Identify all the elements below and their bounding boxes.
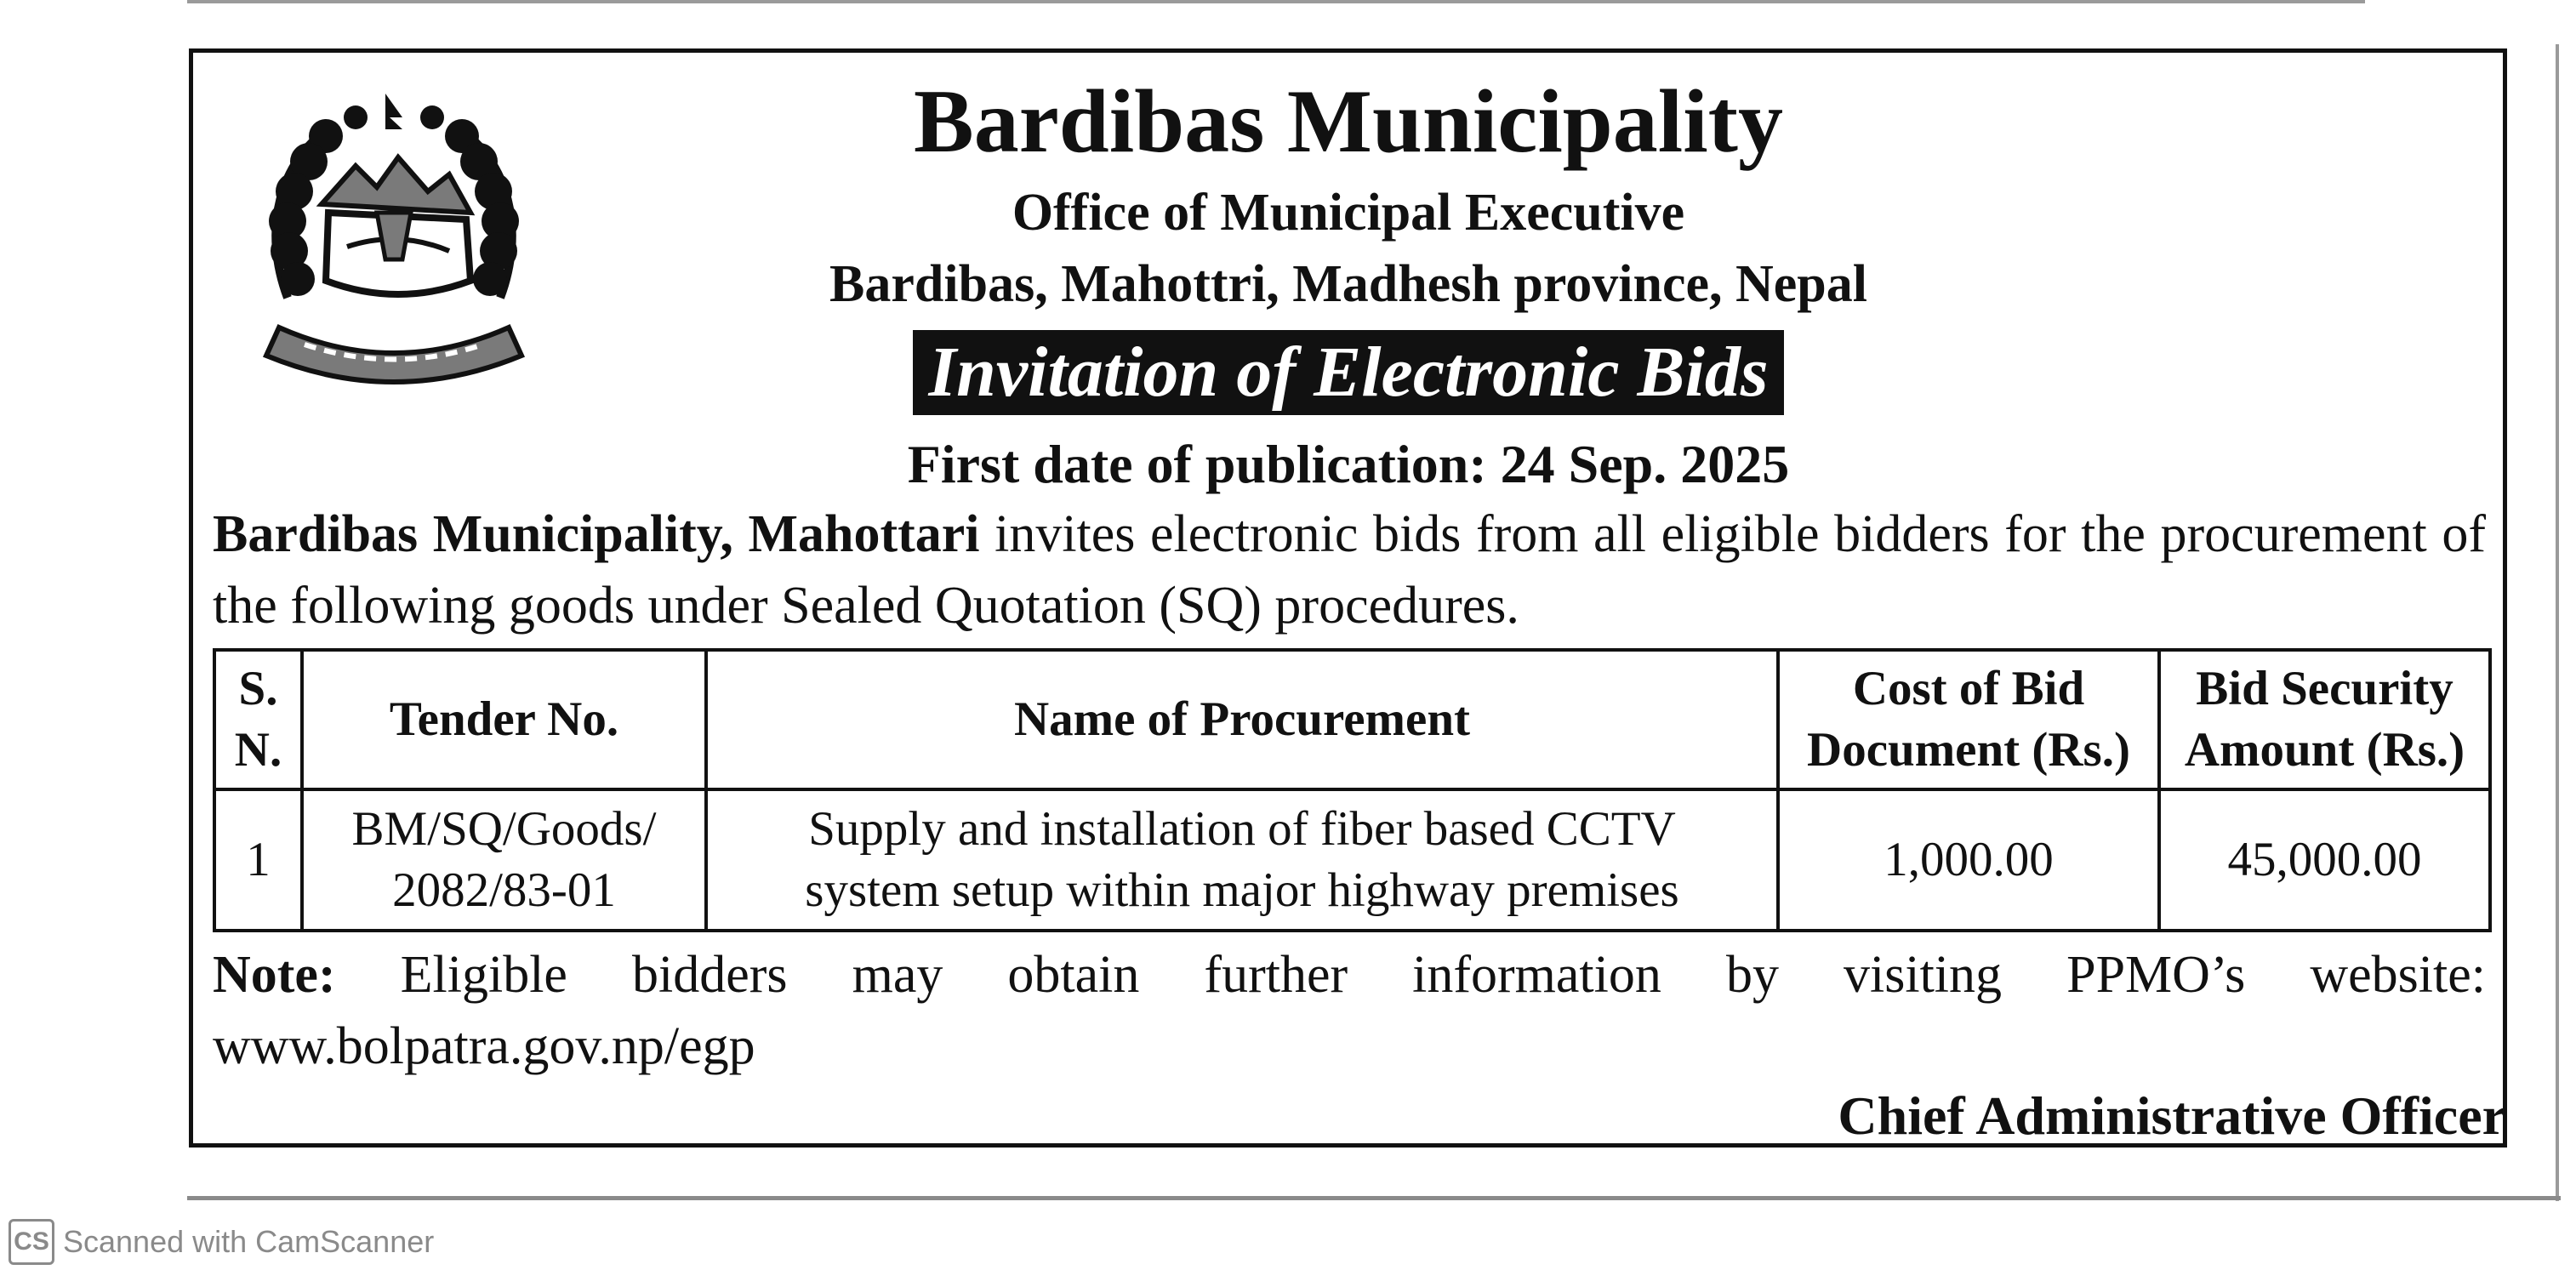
- camscanner-text: Scanned with CamScanner: [63, 1224, 435, 1259]
- cell-tender-no: [302, 789, 706, 931]
- header-security-line1: Bid Security: [2196, 662, 2453, 715]
- notice-header: [561, 66, 2135, 498]
- cell-sn: 1: [214, 789, 302, 931]
- tender-table: [213, 648, 2492, 932]
- cell-tender-line2: 2082/83-01: [392, 863, 616, 917]
- ppmo-website-link[interactable]: www.bolpatra.gov.np/egp: [213, 1017, 755, 1075]
- note-paragraph: [213, 939, 2486, 1082]
- notice-banner: Invitation of Electronic Bids: [913, 330, 1783, 415]
- cell-procurement-line2: system setup within major highway premises: [805, 863, 1679, 917]
- header-cost: [1778, 650, 2159, 789]
- cell-procurement: [706, 789, 1778, 931]
- cell-tender-line1: BM/SQ/Goods/: [351, 802, 657, 856]
- camscanner-logo-icon: CS: [9, 1219, 54, 1265]
- header-cost-line2: Document (Rs.): [1807, 723, 2130, 777]
- publication-date: First date of publication: 24 Sep. 2025: [907, 434, 1790, 494]
- header-procurement: Name of Procurement: [706, 650, 1778, 789]
- scan-page-edge-right: [2556, 44, 2559, 1201]
- cell-security: 45,000.00: [2159, 789, 2490, 931]
- header-sn-line1: S.: [238, 662, 278, 715]
- nepal-government-emblem-icon: [228, 85, 560, 400]
- cell-cost: 1,000.00: [1778, 789, 2159, 931]
- signatory-title: Chief Administrative Officer: [1838, 1085, 2506, 1146]
- header-sn-line2: N.: [234, 723, 282, 777]
- municipality-title: Bardibas Municipality: [914, 71, 1783, 171]
- intro-paragraph: [213, 498, 2486, 641]
- header-security-line2: Amount (Rs.): [2184, 723, 2465, 777]
- header-security: [2159, 650, 2490, 789]
- table-row: [214, 789, 2490, 931]
- intro-text: invites electronic bids from all eligible bidders for the procurement of the following goods under Sealed Quotation (SQ) procedures.: [213, 505, 2486, 635]
- header-cost-line1: Cost of Bid: [1852, 662, 2085, 715]
- office-name: Office of Municipal Executive: [1012, 184, 1685, 242]
- note-label: Note:: [213, 946, 336, 1004]
- cell-procurement-line1: Supply and installation of fiber based CCTV: [808, 802, 1676, 856]
- office-address: Bardibas, Mahottri, Madhesh province, Nepal: [829, 255, 1867, 313]
- scan-page-edge-bottom: [187, 1196, 2561, 1200]
- header-sn: [214, 650, 302, 789]
- camscanner-watermark: [9, 1218, 434, 1266]
- intro-bold-lead: Bardibas Municipality, Mahottari: [213, 505, 980, 563]
- scan-page-edge-top: [187, 0, 2365, 3]
- header-tender-no: Tender No.: [302, 650, 706, 789]
- table-header-row: [214, 650, 2490, 789]
- note-text: Eligible bidders may obtain further information by visiting PPMO’s website:: [335, 946, 2486, 1004]
